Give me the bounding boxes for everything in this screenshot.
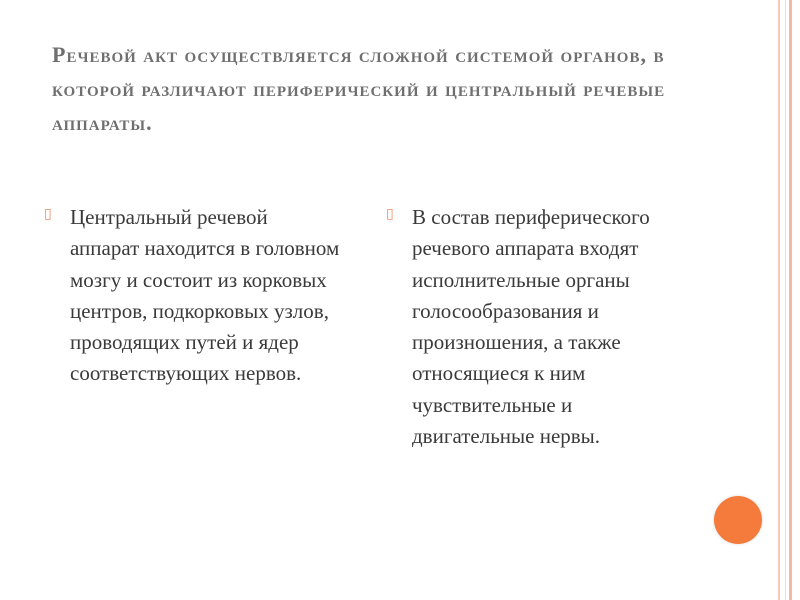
right-bullet-item [382,202,692,452]
left-bullet-text: Центральный речевой аппарат находится в головном мозгу и состоит из корковых центров, подкорковых узлов, проводящих путей и ядер соответствующих нервов. [70,205,340,386]
right-column [382,202,692,452]
right-border-stripe-inner [778,0,780,600]
bullet-icon: ▯ [386,207,394,222]
decorative-circle [714,496,762,544]
left-column [40,202,340,390]
left-bullet-item [40,202,340,390]
bullet-icon: ▯ [44,207,52,222]
right-border-stripe [789,0,792,600]
right-border-stripe-thin [785,0,786,600]
right-bullet-text: В состав периферического речевого аппарата входят исполнительные органы голосообразования и произношения, а также относящиеся к ним чувствительные и двигательные нервы. [412,205,650,449]
slide-title: Речевой акт осуществляется сложной системой органов, в которой различают периферический и центральный речевые аппараты. [52,42,666,135]
